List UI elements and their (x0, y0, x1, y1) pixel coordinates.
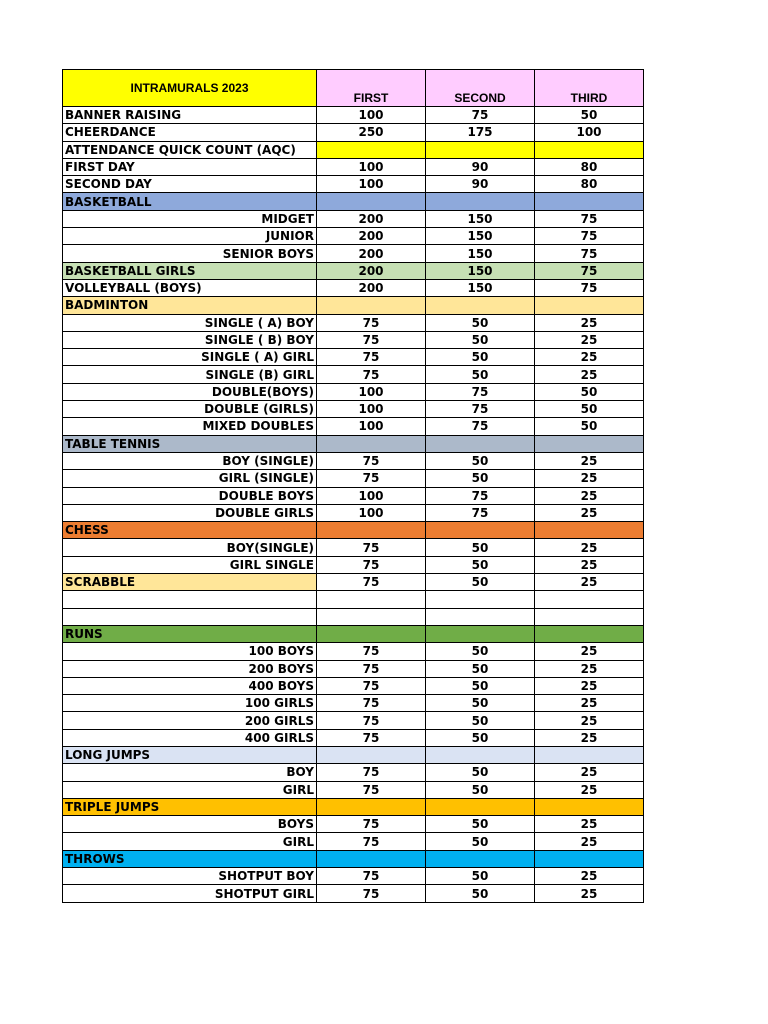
table-row (63, 833, 644, 850)
points-third: 25 (535, 729, 644, 746)
points-second: 150 (426, 245, 535, 262)
event-label: BOY(SINGLE) (63, 539, 317, 556)
section-row (63, 625, 644, 642)
table-row (63, 418, 644, 435)
table-row (63, 107, 644, 124)
points-third: 25 (535, 677, 644, 694)
table-row (63, 141, 644, 158)
event-label: DOUBLE BOYS (63, 487, 317, 504)
points-first: 75 (317, 349, 426, 366)
points-third: 80 (535, 158, 644, 175)
column-header-third: THIRD (535, 70, 644, 107)
table-row (63, 279, 644, 296)
points-third: 25 (535, 764, 644, 781)
event-label: JUNIOR (63, 228, 317, 245)
points-first: 75 (317, 331, 426, 348)
event-label: GIRL SINGLE (63, 556, 317, 573)
event-label: SINGLE ( A) GIRL (63, 349, 317, 366)
table-row (63, 556, 644, 573)
event-label: SECOND DAY (63, 176, 317, 193)
points-first: 75 (317, 574, 426, 591)
points-second: 50 (426, 816, 535, 833)
points-third: 25 (535, 556, 644, 573)
points-third: 25 (535, 331, 644, 348)
points-third: 25 (535, 574, 644, 591)
points-third: 75 (535, 228, 644, 245)
points-second (426, 625, 535, 642)
points-second (426, 608, 535, 625)
points-second: 50 (426, 643, 535, 660)
points-first (317, 591, 426, 608)
points-second: 50 (426, 470, 535, 487)
points-third (535, 608, 644, 625)
event-label: BANNER RAISING (63, 107, 317, 124)
points-first (317, 746, 426, 763)
points-third: 25 (535, 504, 644, 521)
event-label: SHOTPUT GIRL (63, 885, 317, 902)
points-third: 25 (535, 868, 644, 885)
points-first: 200 (317, 245, 426, 262)
points-second: 175 (426, 124, 535, 141)
section-label: TABLE TENNIS (63, 435, 317, 452)
table-row (63, 608, 644, 625)
points-second: 50 (426, 539, 535, 556)
points-first: 75 (317, 314, 426, 331)
points-second: 90 (426, 176, 535, 193)
event-label: FIRST DAY (63, 158, 317, 175)
event-label: CHEERDANCE (63, 124, 317, 141)
points-second: 50 (426, 366, 535, 383)
section-row (63, 798, 644, 815)
points-first (317, 297, 426, 314)
points-third: 25 (535, 712, 644, 729)
points-first: 75 (317, 677, 426, 694)
points-second: 75 (426, 487, 535, 504)
points-second: 50 (426, 712, 535, 729)
section-label: THROWS (63, 850, 317, 867)
points-third: 25 (535, 695, 644, 712)
points-table (62, 69, 644, 903)
table-row (63, 574, 644, 591)
points-second (426, 798, 535, 815)
points-second: 150 (426, 279, 535, 296)
points-first: 75 (317, 452, 426, 469)
event-label: DOUBLE(BOYS) (63, 383, 317, 400)
points-third: 75 (535, 210, 644, 227)
points-second (426, 850, 535, 867)
event-label: SENIOR BOYS (63, 245, 317, 262)
points-second (426, 141, 535, 158)
column-header-second: SECOND (426, 70, 535, 107)
points-second: 50 (426, 677, 535, 694)
table-row (63, 487, 644, 504)
points-second: 75 (426, 107, 535, 124)
table-row (63, 366, 644, 383)
points-third (535, 141, 644, 158)
points-first: 75 (317, 712, 426, 729)
points-third (535, 746, 644, 763)
points-third: 25 (535, 781, 644, 798)
points-first (317, 522, 426, 539)
points-first: 100 (317, 107, 426, 124)
points-third: 50 (535, 401, 644, 418)
points-third (535, 435, 644, 452)
event-label: DOUBLE GIRLS (63, 504, 317, 521)
points-second: 50 (426, 729, 535, 746)
section-label: BASKETBALL (63, 193, 317, 210)
event-label: SINGLE ( A) BOY (63, 314, 317, 331)
header-row (63, 70, 644, 107)
points-first: 100 (317, 401, 426, 418)
points-second: 50 (426, 574, 535, 591)
points-second: 75 (426, 504, 535, 521)
table-row (63, 470, 644, 487)
section-row (63, 193, 644, 210)
table-row (63, 210, 644, 227)
points-second: 150 (426, 262, 535, 279)
points-second: 50 (426, 452, 535, 469)
event-label: 100 GIRLS (63, 695, 317, 712)
section-label: BADMINTON (63, 297, 317, 314)
event-label: 400 BOYS (63, 677, 317, 694)
event-label: GIRL (SINGLE) (63, 470, 317, 487)
table-row (63, 331, 644, 348)
points-third: 25 (535, 366, 644, 383)
table-row (63, 764, 644, 781)
section-row (63, 435, 644, 452)
table-row (63, 314, 644, 331)
event-label: GIRL (63, 833, 317, 850)
points-first: 200 (317, 279, 426, 296)
event-label: MIXED DOUBLES (63, 418, 317, 435)
event-label (63, 591, 317, 608)
event-label: MIDGET (63, 210, 317, 227)
points-first: 75 (317, 833, 426, 850)
points-first: 75 (317, 781, 426, 798)
table-row (63, 539, 644, 556)
table-row (63, 643, 644, 660)
points-first: 250 (317, 124, 426, 141)
points-first: 75 (317, 660, 426, 677)
points-first: 100 (317, 383, 426, 400)
points-first (317, 193, 426, 210)
points-first: 75 (317, 556, 426, 573)
points-second (426, 591, 535, 608)
event-label: SHOTPUT BOY (63, 868, 317, 885)
table-row (63, 401, 644, 418)
event-label: BOY (63, 764, 317, 781)
points-second (426, 435, 535, 452)
table-row (63, 885, 644, 902)
table-row (63, 695, 644, 712)
section-label: BASKETBALL GIRLS (63, 262, 317, 279)
table-row (63, 729, 644, 746)
table-row (63, 383, 644, 400)
table-body (63, 107, 644, 903)
points-second: 50 (426, 833, 535, 850)
points-second: 50 (426, 556, 535, 573)
points-first: 200 (317, 228, 426, 245)
points-first: 75 (317, 885, 426, 902)
points-third (535, 297, 644, 314)
event-label: SINGLE (B) GIRL (63, 366, 317, 383)
section-label: TRIPLE JUMPS (63, 798, 317, 815)
points-first: 100 (317, 158, 426, 175)
points-second: 50 (426, 331, 535, 348)
points-second: 50 (426, 314, 535, 331)
event-label: 200 GIRLS (63, 712, 317, 729)
section-label: RUNS (63, 625, 317, 642)
points-second: 75 (426, 401, 535, 418)
points-first: 200 (317, 262, 426, 279)
event-label: DOUBLE (GIRLS) (63, 401, 317, 418)
points-third: 75 (535, 245, 644, 262)
points-third (535, 193, 644, 210)
points-second (426, 746, 535, 763)
table-row (63, 677, 644, 694)
points-first: 75 (317, 764, 426, 781)
points-first: 75 (317, 470, 426, 487)
points-second: 75 (426, 383, 535, 400)
section-row (63, 262, 644, 279)
event-label: 200 BOYS (63, 660, 317, 677)
points-third (535, 798, 644, 815)
table-row (63, 158, 644, 175)
points-second: 75 (426, 418, 535, 435)
event-label: ATTENDANCE QUICK COUNT (AQC) (63, 141, 317, 158)
points-second: 50 (426, 764, 535, 781)
points-third (535, 625, 644, 642)
table-row (63, 591, 644, 608)
column-header-first: FIRST (317, 70, 426, 107)
points-third: 25 (535, 643, 644, 660)
points-first (317, 435, 426, 452)
points-first: 75 (317, 695, 426, 712)
points-second: 90 (426, 158, 535, 175)
table-row (63, 868, 644, 885)
points-third: 25 (535, 487, 644, 504)
table-row (63, 816, 644, 833)
points-first: 75 (317, 868, 426, 885)
points-first (317, 798, 426, 815)
section-row (63, 850, 644, 867)
points-third (535, 522, 644, 539)
points-first: 75 (317, 643, 426, 660)
points-third: 50 (535, 383, 644, 400)
event-label: 100 BOYS (63, 643, 317, 660)
points-third: 25 (535, 885, 644, 902)
points-second (426, 522, 535, 539)
event-label: SCRABBLE (63, 574, 317, 591)
points-second (426, 297, 535, 314)
section-row (63, 297, 644, 314)
table-row (63, 124, 644, 141)
points-third: 80 (535, 176, 644, 193)
points-first: 75 (317, 539, 426, 556)
table-row (63, 712, 644, 729)
points-third (535, 591, 644, 608)
points-first: 100 (317, 418, 426, 435)
points-third: 25 (535, 470, 644, 487)
section-label: CHESS (63, 522, 317, 539)
points-second: 50 (426, 781, 535, 798)
points-third: 25 (535, 314, 644, 331)
points-third (535, 850, 644, 867)
points-first (317, 608, 426, 625)
points-third: 25 (535, 816, 644, 833)
event-label: BOY (SINGLE) (63, 452, 317, 469)
table-row (63, 349, 644, 366)
points-second: 50 (426, 660, 535, 677)
points-third: 25 (535, 452, 644, 469)
event-label: GIRL (63, 781, 317, 798)
table-row (63, 660, 644, 677)
points-second: 150 (426, 228, 535, 245)
section-row (63, 746, 644, 763)
points-third: 25 (535, 660, 644, 677)
event-label: BOYS (63, 816, 317, 833)
points-third: 25 (535, 833, 644, 850)
points-first (317, 625, 426, 642)
points-first (317, 141, 426, 158)
points-first: 75 (317, 729, 426, 746)
sheet-title: INTRAMURALS 2023 (63, 70, 317, 107)
event-label: 400 GIRLS (63, 729, 317, 746)
table-row (63, 176, 644, 193)
points-first: 100 (317, 504, 426, 521)
table-row (63, 504, 644, 521)
points-third: 50 (535, 107, 644, 124)
table-row (63, 245, 644, 262)
section-row (63, 522, 644, 539)
points-second (426, 193, 535, 210)
points-first: 100 (317, 176, 426, 193)
table-row (63, 781, 644, 798)
points-first: 75 (317, 366, 426, 383)
points-second: 150 (426, 210, 535, 227)
points-third: 25 (535, 349, 644, 366)
event-label: SINGLE ( B) BOY (63, 331, 317, 348)
points-second: 50 (426, 885, 535, 902)
table-row (63, 452, 644, 469)
event-label (63, 608, 317, 625)
points-second: 50 (426, 349, 535, 366)
points-third: 75 (535, 279, 644, 296)
points-third: 100 (535, 124, 644, 141)
event-label: VOLLEYBALL (BOYS) (63, 279, 317, 296)
points-third: 50 (535, 418, 644, 435)
section-label: LONG JUMPS (63, 746, 317, 763)
points-first: 100 (317, 487, 426, 504)
points-third: 75 (535, 262, 644, 279)
points-first (317, 850, 426, 867)
points-third: 25 (535, 539, 644, 556)
points-first: 200 (317, 210, 426, 227)
points-second: 50 (426, 695, 535, 712)
points-first: 75 (317, 816, 426, 833)
table-row (63, 228, 644, 245)
points-second: 50 (426, 868, 535, 885)
